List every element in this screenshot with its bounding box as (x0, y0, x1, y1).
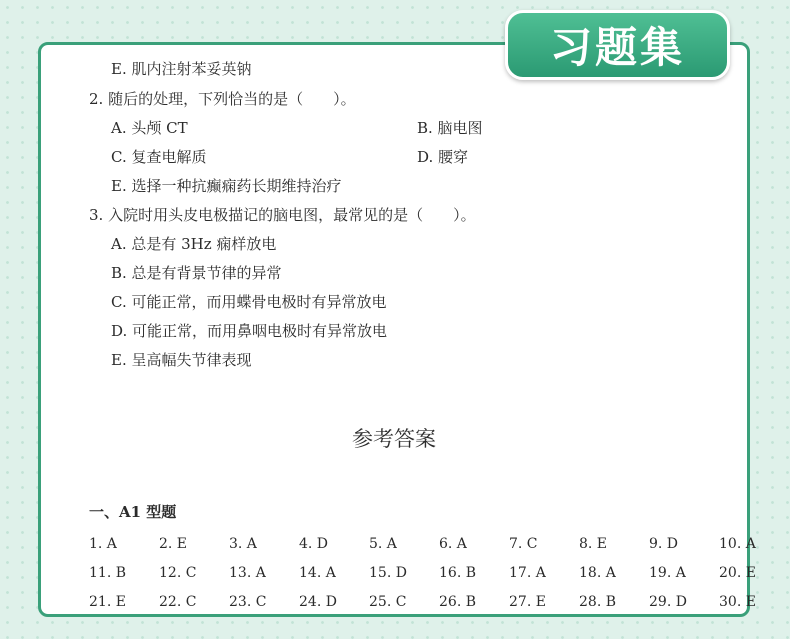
question-line: E. 呈高幅失节律表现 (111, 351, 252, 369)
question-line: D. 可能正常，而用鼻咽电极时有异常放电 (111, 322, 388, 340)
answer-item: 12. C (159, 565, 197, 581)
answer-item: 28. B (579, 594, 617, 610)
question-line: 3. 入院时用头皮电极描记的脑电图，最常见的是（ ）。 (89, 206, 476, 224)
question-line: E. 肌内注射苯妥英钠 (111, 60, 252, 78)
answer-item: 23. C (229, 594, 267, 610)
question-line: B. 脑电图 (417, 119, 483, 137)
answer-item: 2. E (159, 536, 188, 552)
document-page (38, 42, 756, 617)
answer-item: 13. A (229, 565, 266, 581)
answer-item: 11. B (89, 565, 127, 581)
question-line: A. 头颅 CT (111, 119, 188, 137)
question-line: B. 总是有背景节律的异常 (111, 264, 282, 282)
answer-item: 22. C (159, 594, 197, 610)
question-line: C. 可能正常，而用蝶骨电极时有异常放电 (111, 293, 387, 311)
answer-item: 29. D (649, 594, 687, 610)
answer-item: 30. E (719, 594, 756, 610)
question-line: 2. 随后的处理，下列恰当的是（ ）。 (89, 90, 356, 108)
question-line: A. 总是有 3Hz 痫样放电 (111, 235, 277, 253)
answer-item: 25. C (369, 594, 407, 610)
question-line: E. 选择一种抗癫痫药长期维持治疗 (111, 177, 342, 195)
answer-item: 27. E (509, 594, 546, 610)
badge-label: 习题集 (549, 23, 685, 72)
question-line: C. 复查电解质 (111, 148, 207, 166)
answer-item: 14. A (299, 565, 336, 581)
answer-item: 3. A (229, 536, 257, 552)
answer-item: 7. C (509, 536, 538, 552)
answer-item: 10. A (719, 536, 756, 552)
answer-item: 4. D (299, 536, 329, 552)
answer-item: 16. B (439, 565, 477, 581)
answer-item: 21. E (89, 594, 126, 610)
answer-item: 1. A (89, 536, 117, 552)
answers-heading: 参考答案 (352, 427, 436, 451)
answer-item: 17. A (509, 565, 546, 581)
answer-item: 9. D (649, 536, 679, 552)
answer-item: 26. B (439, 594, 477, 610)
answer-item: 5. A (369, 536, 397, 552)
answer-item: 15. D (369, 565, 407, 581)
question-line: D. 腰穿 (417, 148, 469, 166)
answer-item: 8. E (579, 536, 608, 552)
answer-item: 18. A (579, 565, 616, 581)
section-title: 一、A1 型题 (89, 503, 177, 521)
answer-item: 6. A (439, 536, 467, 552)
exercise-set-badge (505, 10, 730, 80)
answer-item: 19. A (649, 565, 686, 581)
answer-item: 24. D (299, 594, 337, 610)
answer-item: 20. E (719, 565, 756, 581)
